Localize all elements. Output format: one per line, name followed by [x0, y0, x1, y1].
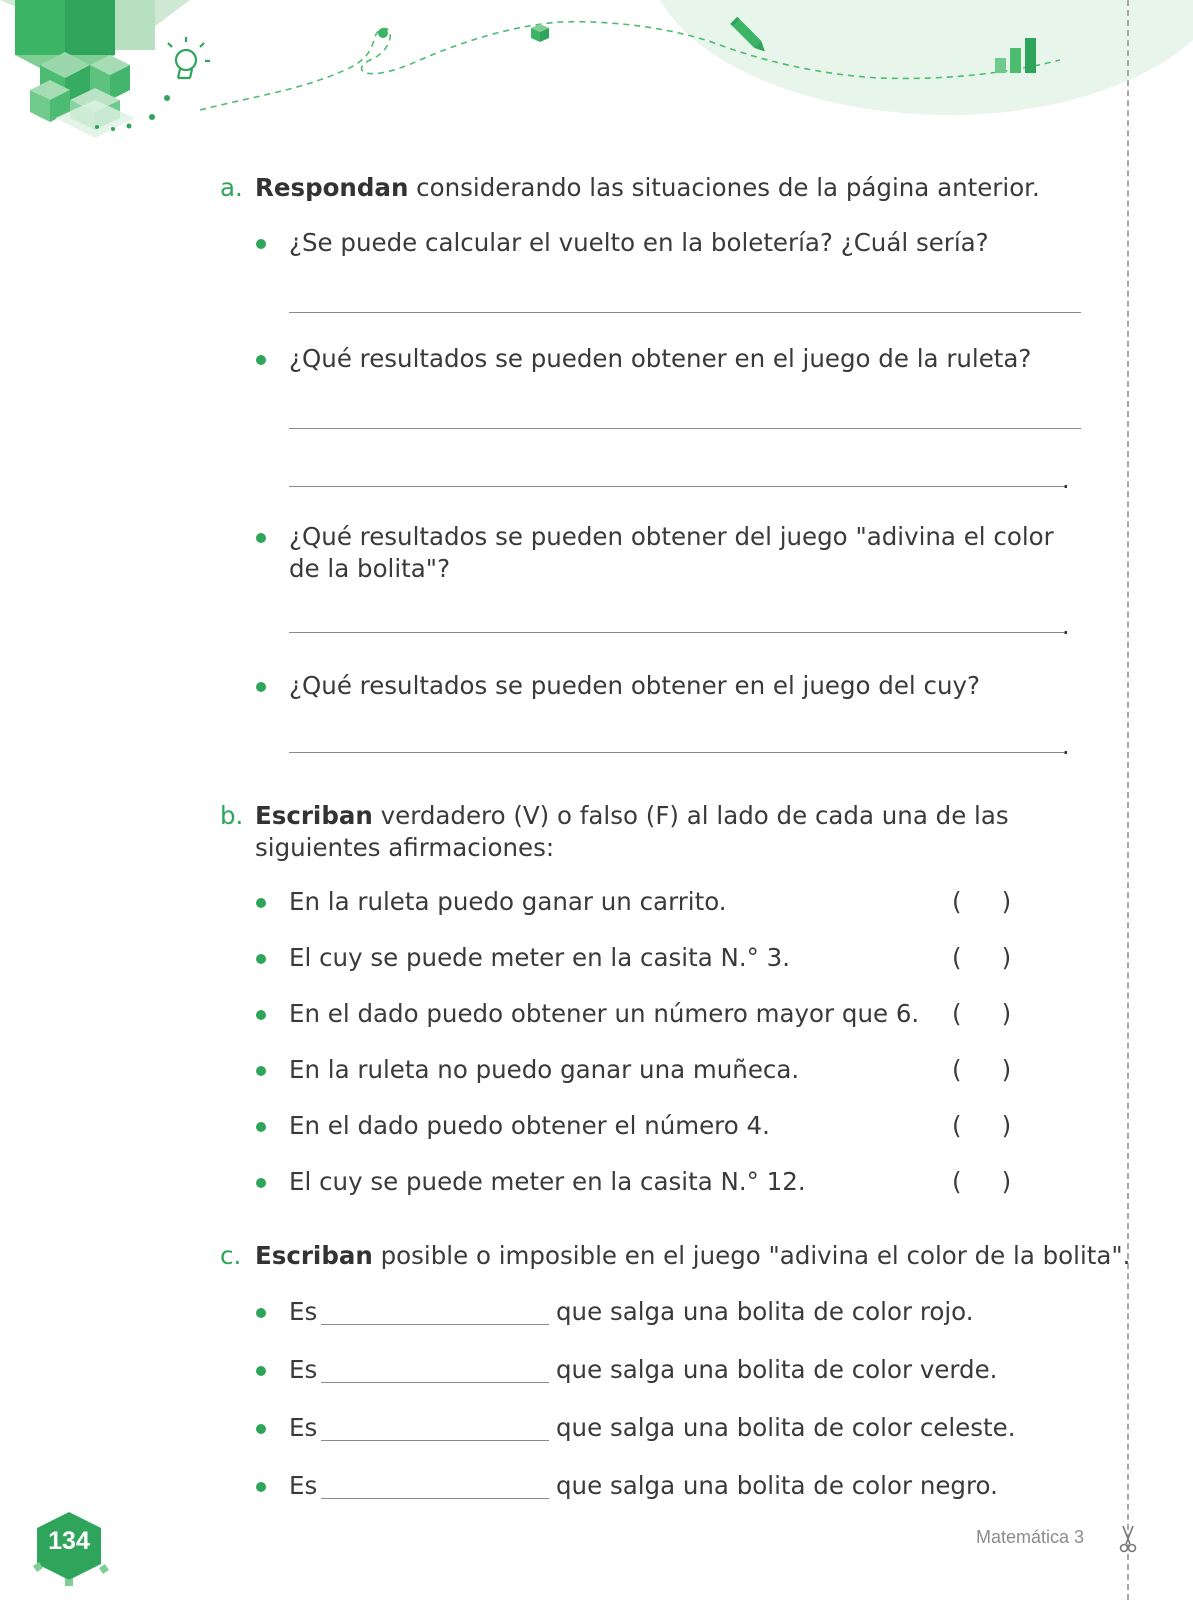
- fill-in-blank[interactable]: [321, 1382, 549, 1383]
- answer-parentheses[interactable]: [952, 1110, 1011, 1142]
- instruction-text: considerando las situaciones de la página anterior.: [408, 173, 1040, 202]
- bullet-icon: [256, 1482, 266, 1492]
- bullet-icon: [256, 682, 266, 692]
- fill-in-item: [256, 1412, 1056, 1444]
- paren-open: (: [952, 1111, 962, 1140]
- question-text: ¿Se puede calcular el vuelto en la boletería? ¿Cuál sería?: [289, 228, 989, 257]
- instruction-verb: Respondan: [255, 173, 409, 202]
- prefix-text: Es: [289, 1355, 318, 1384]
- statement-text: En el dado puedo obtener el número 4.: [289, 1111, 770, 1140]
- answer-line[interactable]: [289, 752, 1067, 753]
- answer-parentheses[interactable]: [952, 1166, 1011, 1198]
- fill-in-item: [256, 1296, 1056, 1328]
- instruction-verb: Escriban: [255, 801, 373, 830]
- bullet-icon: [256, 1308, 266, 1318]
- bullet-icon: [256, 533, 266, 543]
- section-letter: a.: [220, 173, 243, 202]
- paren-open: (: [952, 943, 962, 972]
- section-instruction: [255, 800, 1085, 864]
- question-text: ¿Qué resultados se pueden obtener del juego "adivina el color de la bolita"?: [289, 522, 1054, 583]
- paren-open: (: [952, 999, 962, 1028]
- fill-in-blank[interactable]: [321, 1440, 549, 1441]
- section-letter: b.: [220, 801, 244, 830]
- section-instruction: [255, 172, 1085, 204]
- answer-line[interactable]: [289, 428, 1081, 429]
- answer-parentheses[interactable]: [952, 998, 1011, 1030]
- prefix-text: Es: [289, 1413, 318, 1442]
- paren-close: ): [1001, 1111, 1012, 1140]
- statement-text: En el dado puedo obtener un número mayor que 6.: [289, 999, 920, 1028]
- bullet-icon: [256, 1010, 266, 1020]
- bullet-icon: [256, 954, 266, 964]
- paren-close: ): [1001, 1167, 1012, 1196]
- book-title: Matemática 3: [976, 1527, 1085, 1547]
- bullet-icon: [256, 898, 266, 908]
- item-text: que salga una bolita de color verde.: [556, 1355, 998, 1384]
- fill-in-item: [256, 1354, 1056, 1386]
- item-text: que salga una bolita de color rojo.: [556, 1297, 974, 1326]
- line-end-dot: .: [1062, 612, 1070, 640]
- paren-close: ): [1001, 1055, 1012, 1084]
- bullet-icon: [256, 1178, 266, 1188]
- line-end-dot: .: [1062, 732, 1070, 760]
- answer-parentheses[interactable]: [952, 942, 1011, 974]
- bullet-icon: [256, 1366, 266, 1376]
- bullet-icon: [256, 1122, 266, 1132]
- paren-open: (: [952, 887, 962, 916]
- prefix-text: Es: [289, 1471, 318, 1500]
- bullet-icon: [256, 239, 266, 249]
- answer-parentheses[interactable]: [952, 1054, 1011, 1086]
- answer-line[interactable]: [289, 312, 1081, 313]
- section-b-heading: [220, 800, 1080, 864]
- statement-text: El cuy se puede meter en la casita N.° 12.: [289, 1167, 806, 1196]
- section-letter: c.: [220, 1241, 242, 1270]
- fill-in-blank[interactable]: [321, 1324, 549, 1325]
- section-instruction: [255, 1240, 1131, 1272]
- bullet-icon: [256, 1424, 266, 1434]
- line-end-dot: .: [1062, 466, 1070, 494]
- statement-text: En la ruleta puedo ganar un carrito.: [289, 887, 727, 916]
- statement-text: En la ruleta no puedo ganar una muñeca.: [289, 1055, 800, 1084]
- answer-line[interactable]: [289, 486, 1067, 487]
- paren-open: (: [952, 1055, 962, 1084]
- item-text: que salga una bolita de color celeste.: [556, 1413, 1016, 1442]
- fill-in-blank[interactable]: [321, 1498, 549, 1499]
- statement-text: El cuy se puede meter en la casita N.° 3.: [289, 943, 791, 972]
- page-number: 134: [48, 1527, 90, 1555]
- question-text: ¿Qué resultados se pueden obtener en el juego de la ruleta?: [289, 344, 1032, 373]
- bullet-icon: [256, 1066, 266, 1076]
- bullet-icon: [256, 355, 266, 365]
- section-a-heading: [220, 172, 1080, 204]
- question-text: ¿Qué resultados se pueden obtener en el juego del cuy?: [289, 671, 981, 700]
- prefix-text: Es: [289, 1297, 318, 1326]
- section-c-heading: [220, 1240, 1131, 1272]
- item-text: que salga una bolita de color negro.: [556, 1471, 998, 1500]
- paren-open: (: [952, 1167, 962, 1196]
- paren-close: ): [1001, 943, 1012, 972]
- scissors-icon: [1115, 1524, 1141, 1554]
- fill-in-item: [256, 1470, 1056, 1502]
- paren-close: ): [1001, 999, 1012, 1028]
- instruction-text: verdadero (V) o falso (F) al lado de cada una de las siguientes afirmaciones:: [255, 801, 1009, 862]
- instruction-verb: Escriban: [255, 1241, 373, 1270]
- instruction-text: posible o imposible en el juego "adivina el color de la bolita".: [372, 1241, 1131, 1270]
- paren-close: ): [1001, 887, 1012, 916]
- answer-parentheses[interactable]: [952, 886, 1011, 918]
- answer-line[interactable]: [289, 632, 1067, 633]
